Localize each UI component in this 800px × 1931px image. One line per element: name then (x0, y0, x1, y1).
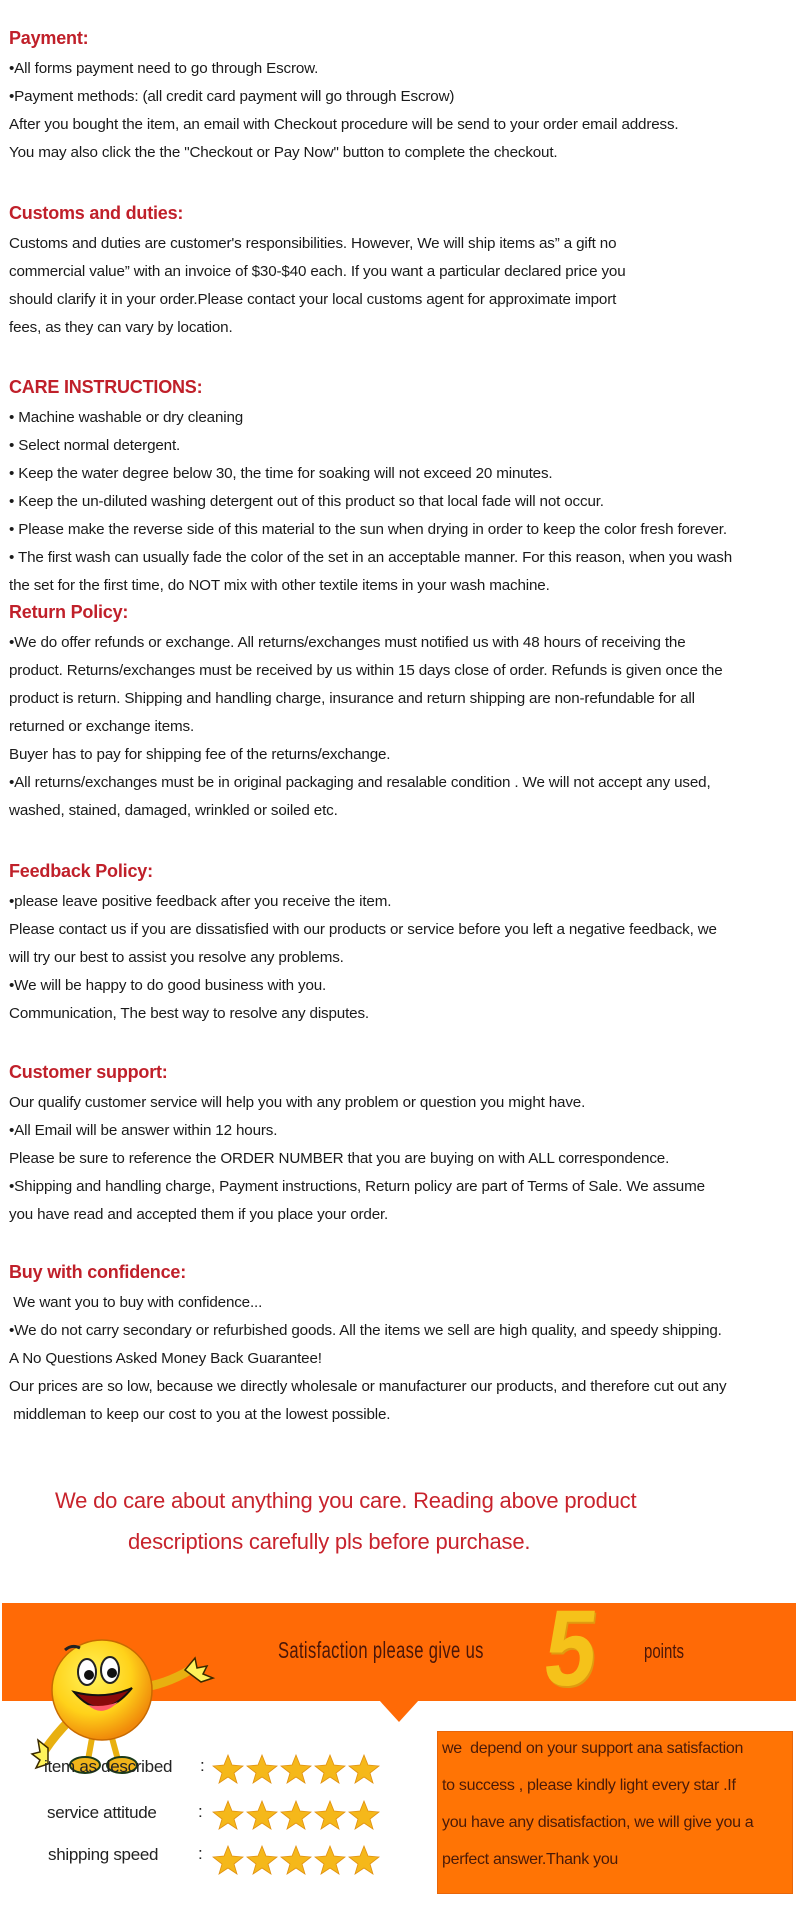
text-line: •please leave positive feedback after you receive the item. (9, 893, 392, 910)
text-line: • The first wash can usually fade the color of the set in an acceptable manner. For this reason, when you wash (9, 549, 733, 566)
text-line: washed, stained, damaged, wrinkled or soiled etc. (9, 802, 338, 819)
banner-title: Satisfaction please give us (278, 1637, 484, 1663)
text-line: • Keep the un-diluted washing detergent out of this product so that local fade will not occur. (9, 493, 604, 510)
star-icon[interactable] (212, 1754, 244, 1784)
star-icon[interactable] (246, 1754, 278, 1784)
text-line: product is return. Shipping and handling charge, insurance and return shipping are non-refundable for all (9, 690, 695, 707)
text-line: You may also click the the "Checkout or Pay Now" button to complete the checkout. (9, 144, 558, 161)
text-line: A No Questions Asked Money Back Guarantee! (9, 1350, 322, 1367)
section-buy-with-confidence (9, 1261, 799, 1429)
section-heading: Return Policy: (9, 602, 129, 622)
text-line: • Select normal detergent. (9, 437, 181, 454)
section-heading: Buy with confidence: (9, 1262, 187, 1282)
text-line: the set for the first time, do NOT mix with other textile items in your wash machine. (9, 577, 550, 594)
support-note-box (438, 1732, 792, 1893)
note-line: to success , please kindly light every star .If (442, 1777, 736, 1794)
star-icon[interactable] (348, 1800, 380, 1830)
text-line: • Please make the reverse side of this material to the sun when drying in order to keep the color fresh forever. (9, 521, 727, 538)
section-feedback-policy (9, 860, 799, 1028)
star-icon[interactable] (246, 1845, 278, 1875)
star-icon[interactable] (348, 1754, 380, 1784)
rating-row-item-as-described (44, 1752, 172, 1782)
note-line: you have any disatisfaction, we will give you a (442, 1814, 754, 1831)
section-heading: Customs and duties: (9, 203, 184, 223)
text-line: should clarify it in your order.Please contact your local customs agent for approximate import (9, 291, 617, 308)
text-line: Customs and duties are customer's responsibilities. However, We will ship items as” a gift no (9, 235, 617, 252)
text-line: you have read and accepted them if you place your order. (9, 1206, 389, 1223)
slogan-line-2: descriptions carefully pls before purchase. (128, 1529, 531, 1554)
section-customer-support (9, 1061, 799, 1229)
note-line: perfect answer.Thank you (442, 1851, 619, 1868)
rating-colon: : (198, 1844, 203, 1863)
text-line: will try our best to assist you resolve any problems. (9, 949, 344, 966)
star-rating[interactable] (212, 1845, 380, 1875)
text-line: commercial value” with an invoice of $30-$40 each. If you want a particular declared price you (9, 263, 626, 280)
banner-number: 5 (538, 1587, 604, 1708)
text-line: fees, as they can vary by location. (9, 319, 233, 336)
rating-row-shipping-speed (48, 1840, 158, 1870)
section-customs (9, 202, 799, 342)
section-heading: CARE INSTRUCTIONS: (9, 377, 203, 397)
section-heading: Customer support: (9, 1062, 168, 1082)
text-line: Our qualify customer service will help you with any problem or question you might have. (9, 1094, 586, 1111)
text-line: product. Returns/exchanges must be received by us within 15 days close of order. Refunds is given once the (9, 662, 723, 679)
rating-colon: : (200, 1756, 205, 1775)
section-payment (9, 27, 799, 167)
text-line: •Shipping and handling charge, Payment instructions, Return policy are part of Terms of Sale. We assume (9, 1178, 705, 1195)
star-rating[interactable] (212, 1800, 380, 1830)
star-icon[interactable] (212, 1800, 244, 1830)
text-line: Please contact us if you are dissatisfied with our products or service before you left a negative feedback, we (9, 921, 717, 938)
text-line: •All forms payment need to go through Escrow. (9, 60, 319, 77)
slogan-line-1: We do care about anything you care. Reading above product (55, 1488, 637, 1513)
rating-label: item as described (44, 1757, 173, 1776)
section-care-instructions (9, 376, 799, 600)
text-line: After you bought the item, an email with Checkout procedure will be send to your order email address. (9, 116, 679, 133)
text-line: Our prices are so low, because we directly wholesale or manufacturer our products, and therefore cut out any (9, 1378, 727, 1395)
section-heading: Payment: (9, 28, 89, 48)
text-line: returned or exchange items. (9, 718, 195, 735)
text-line: • Keep the water degree below 30, the time for soaking will not exceed 20 minutes. (9, 465, 553, 482)
text-line: •We do offer refunds or exchange. All returns/exchanges must notified us with 48 hours of receiving the (9, 634, 686, 651)
text-line: Please be sure to reference the ORDER NUMBER that you are buying on with ALL correspondence. (9, 1150, 670, 1167)
rating-colon: : (198, 1802, 203, 1821)
text-line: middleman to keep our cost to you at the lowest possible. (9, 1406, 391, 1423)
rating-label: service attitude (47, 1803, 157, 1822)
text-line: Buyer has to pay for shipping fee of the returns/exchange. (9, 746, 391, 763)
note-line: we depend on your support ana satisfaction (442, 1740, 744, 1757)
star-icon[interactable] (212, 1845, 244, 1875)
rating-row-service-attitude (47, 1798, 157, 1828)
star-icon[interactable] (314, 1754, 346, 1784)
banner-suffix: points (644, 1641, 685, 1663)
banner-pointer (379, 1700, 419, 1722)
text-line: •We do not carry secondary or refurbished goods. All the items we sell are high quality, and speedy shipping. (9, 1322, 722, 1339)
text-line: •All returns/exchanges must be in original packaging and resalable condition . We will not accept any used, (9, 774, 711, 791)
text-line: We want you to buy with confidence... (9, 1294, 263, 1311)
star-icon[interactable] (246, 1800, 278, 1830)
section-heading: Feedback Policy: (9, 861, 153, 881)
rating-label: shipping speed (48, 1845, 159, 1864)
star-icon[interactable] (280, 1845, 312, 1875)
text-line: •All Email will be answer within 12 hours. (9, 1122, 278, 1139)
star-rating[interactable] (212, 1754, 380, 1784)
text-line: •Payment methods: (all credit card payment will go through Escrow) (9, 88, 455, 105)
star-icon[interactable] (280, 1754, 312, 1784)
star-icon[interactable] (280, 1800, 312, 1830)
text-line: •We will be happy to do good business with you. (9, 977, 327, 994)
section-return-policy (9, 601, 799, 825)
star-icon[interactable] (314, 1845, 346, 1875)
text-line: Communication, The best way to resolve any disputes. (9, 1005, 369, 1022)
star-icon[interactable] (314, 1800, 346, 1830)
star-icon[interactable] (348, 1845, 380, 1875)
text-line: • Machine washable or dry cleaning (9, 409, 244, 426)
